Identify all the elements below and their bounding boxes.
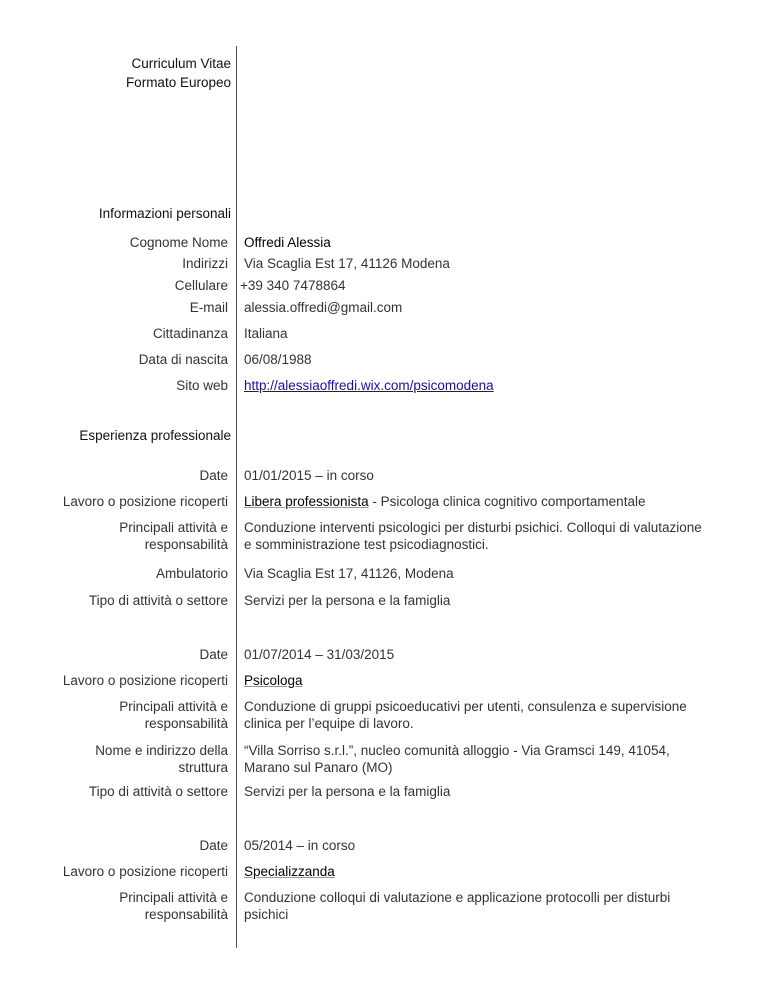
job2-place	[244, 742, 744, 776]
job1-activities-line2: e somministrazione test psicodiagnostici.	[244, 537, 489, 552]
value-phone: +39 340 7478864	[240, 278, 346, 293]
label-role: Lavoro o posizione ricoperti	[62, 494, 228, 509]
label-activities-line1: Principali attività e	[119, 890, 228, 905]
job3-role: Specializzanda	[244, 864, 335, 879]
job1-place: Via Scaglia Est 17, 41126, Modena	[244, 566, 454, 581]
job2-sector: Servizi per la persona e la famiglia	[244, 784, 451, 799]
label-activities	[0, 698, 228, 732]
job2-activities-line1: Conduzione di gruppi psicoeducativi per utenti, consulenza e supervisione	[244, 699, 687, 714]
label-activities	[0, 889, 228, 923]
job1-activities	[244, 519, 744, 553]
job2-date: 01/07/2014 – 31/03/2015	[244, 647, 395, 662]
label-activities-line1: Principali attività e	[119, 520, 228, 535]
label-date: Date	[199, 838, 228, 853]
job3-activities-line1: Conduzione colloqui di valutazione e applicazione protocolli per disturbi	[244, 890, 671, 905]
job3-date: 05/2014 – in corso	[244, 838, 356, 853]
job3-activities	[244, 889, 744, 923]
label-phone: Cellulare	[174, 278, 228, 293]
label-address: Indirizzi	[182, 256, 228, 271]
label-date: Date	[199, 468, 228, 483]
section-experience-title: Esperienza professionale	[79, 428, 231, 443]
job1-sector: Servizi per la persona e la famiglia	[244, 593, 451, 608]
label-activities-line2: responsabilità	[144, 537, 228, 552]
job2-place-line1: “Villa Sorriso s.r.l.”, nucleo comunità alloggio - Via Gramsci 149, 41054,	[244, 743, 670, 758]
label-website: Sito web	[176, 378, 228, 393]
header-subtitle: Formato Europeo	[125, 75, 231, 90]
label-activities-line2: responsabilità	[144, 716, 228, 731]
job2-role: Psicologa	[244, 673, 303, 688]
label-activities	[0, 519, 228, 553]
job2-place-line2: Marano sul Panaro (MO)	[244, 760, 393, 775]
label-role: Lavoro o posizione ricoperti	[62, 673, 228, 688]
vertical-divider	[236, 46, 237, 948]
label-place-line1: Nome e indirizzo della	[95, 743, 228, 758]
value-birthdate: 06/08/1988	[244, 352, 312, 367]
value-name: Offredi Alessia	[244, 235, 331, 250]
job1-date: 01/01/2015 – in corso	[244, 468, 374, 483]
label-email: E-mail	[189, 300, 228, 315]
label-birthdate: Data di nascita	[138, 352, 228, 367]
label-activities-line1: Principali attività e	[119, 699, 228, 714]
label-sector: Tipo di attività o settore	[88, 593, 228, 608]
label-date: Date	[199, 647, 228, 662]
section-personal-title: Informazioni personali	[98, 206, 231, 221]
value-address: Via Scaglia Est 17, 41126 Modena	[244, 256, 450, 271]
label-place: Ambulatorio	[155, 566, 228, 581]
job1-role-value	[244, 493, 744, 510]
job3-activities-line2: psichici	[244, 907, 289, 922]
label-place-line2: struttura	[178, 760, 228, 775]
job2-activities	[244, 698, 744, 732]
cv-header	[126, 54, 231, 92]
label-place	[0, 742, 228, 776]
job1-activities-line1: Conduzione interventi psicologici per disturbi psichici. Colloqui di valutazione	[244, 520, 702, 535]
label-role: Lavoro o posizione ricoperti	[62, 864, 228, 879]
job1-role-extra: - Psicologa clinica cognitivo comportamentale	[368, 494, 646, 509]
label-citizenship: Cittadinanza	[152, 326, 228, 341]
job1-role: Libera professionista	[244, 494, 369, 509]
label-name: Cognome Nome	[129, 235, 228, 250]
header-title: Curriculum Vitae	[131, 56, 231, 71]
value-email: alessia.offredi@gmail.com	[244, 300, 403, 315]
value-citizenship: Italiana	[244, 326, 288, 341]
label-activities-line2: responsabilità	[144, 907, 228, 922]
website-link[interactable]: http://alessiaoffredi.wix.com/psicomodena	[244, 378, 494, 393]
job2-activities-line2: clinica per l’equipe di lavoro.	[244, 716, 414, 731]
label-sector: Tipo di attività o settore	[88, 784, 228, 799]
